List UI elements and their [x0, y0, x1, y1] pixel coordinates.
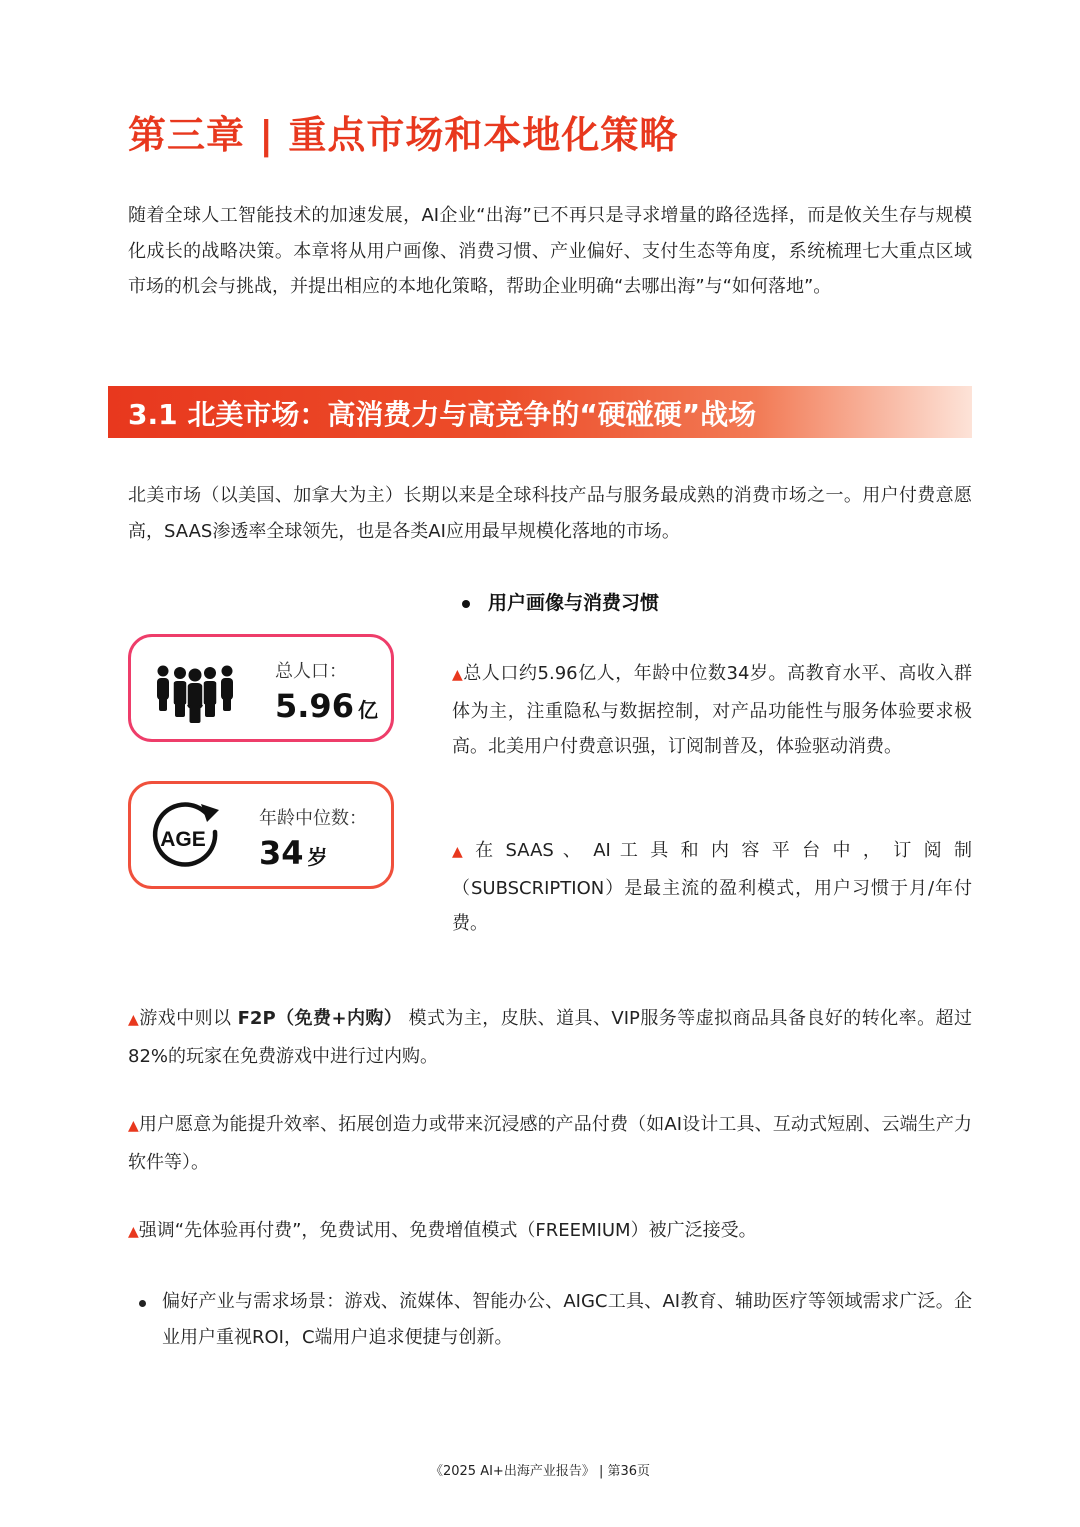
- section-title: 3.1 北美市场：高消费力与高竞争的“硬碰硬”战场: [128, 398, 757, 431]
- stat-value: 34: [259, 834, 304, 872]
- triangle-marker-icon: ▲: [128, 1012, 140, 1028]
- profile-paragraph: ▲总人口约5.96亿人，年龄中位数34岁。高教育水平、高收入群体为主，注重隐私与数据控制，对产品功能性与服务体验要求极高。北美用户付费意识强，订阅制普及，体验驱动消费。: [452, 663, 972, 757]
- stat-label: 年龄中位数：: [259, 808, 367, 829]
- stat-value-row: [259, 834, 328, 872]
- page-footer: 《2025 AI+出海产业报告》 | 第36页: [429, 1464, 651, 1479]
- subscription-paragraph: ▲ 在 SAAS 、 AI 工 具 和 内 容 平 台 中 ， 订 阅 制（SUBSCRIPTION）是最主流的盈利模式，用户习惯于月/年付费。: [452, 840, 972, 934]
- stat-value: 5.96: [275, 687, 354, 725]
- willingness-paragraph: ▲用户愿意为能提升效率、拓展创造力或带来沉浸感的产品付费（如AI设计工具、互动式短剧、云端生产力软件等）。: [128, 1114, 972, 1173]
- stat-unit: 亿: [357, 698, 378, 722]
- stat-unit: 岁: [307, 845, 328, 869]
- chapter-title: 第三章 | 重点市场和本地化策略: [128, 113, 679, 157]
- section-intro: 北美市场（以美国、加拿大为主）长期以来是全球科技产品与服务最成熟的消费市场之一。用户付费意愿高，SAAS渗透率全球领先，也是各类AI应用最早规模化落地的市场。: [128, 485, 972, 542]
- age-icon: [149, 800, 225, 878]
- gaming-paragraph: ▲游戏中则以 F2P（免费+内购） 模式为主，皮肤、道具、VIP服务等虚拟商品具备良好的转化率。超过82%的玩家在免费游戏中进行过内购。: [128, 1008, 972, 1067]
- bullet-dot: [139, 1300, 146, 1307]
- triangle-marker-icon: ▲: [452, 844, 467, 860]
- preferences-paragraph: 偏好产业与需求场景：游戏、流媒体、智能办公、AIGC工具、AI教育、辅助医疗等领域需求广泛。企业用户重视ROI，C端用户追求便捷与创新。: [162, 1291, 972, 1348]
- people-group-icon: [153, 661, 237, 727]
- bullet-dot: [462, 600, 470, 608]
- stat-card-population: [128, 634, 394, 742]
- stat-label: 总人口：: [275, 661, 347, 682]
- stat-value-row: [275, 687, 378, 725]
- triangle-marker-icon: ▲: [128, 1224, 139, 1240]
- freemium-paragraph: ▲强调“先体验再付费”，免费试用、免费增值模式（FREEMIUM）被广泛接受。: [128, 1220, 757, 1241]
- chapter-intro: 随着全球人工智能技术的加速发展，AI企业“出海”已不再只是寻求增量的路径选择，而是攸关生存与规模化成长的战略决策。本章将从用户画像、消费习惯、产业偏好、支付生态等角度，系统梳理七大重点区域市场的机会与挑战，并提出相应的本地化策略，帮助企业明确“去哪出海”与“如何落地”。: [128, 205, 972, 297]
- sub-heading-user-profile: 用户画像与消费习惯: [488, 592, 660, 614]
- stat-card-median-age: [128, 781, 394, 889]
- triangle-marker-icon: ▲: [128, 1118, 139, 1134]
- svg-text:AGE: AGE: [160, 828, 206, 851]
- triangle-marker-icon: ▲: [452, 667, 464, 683]
